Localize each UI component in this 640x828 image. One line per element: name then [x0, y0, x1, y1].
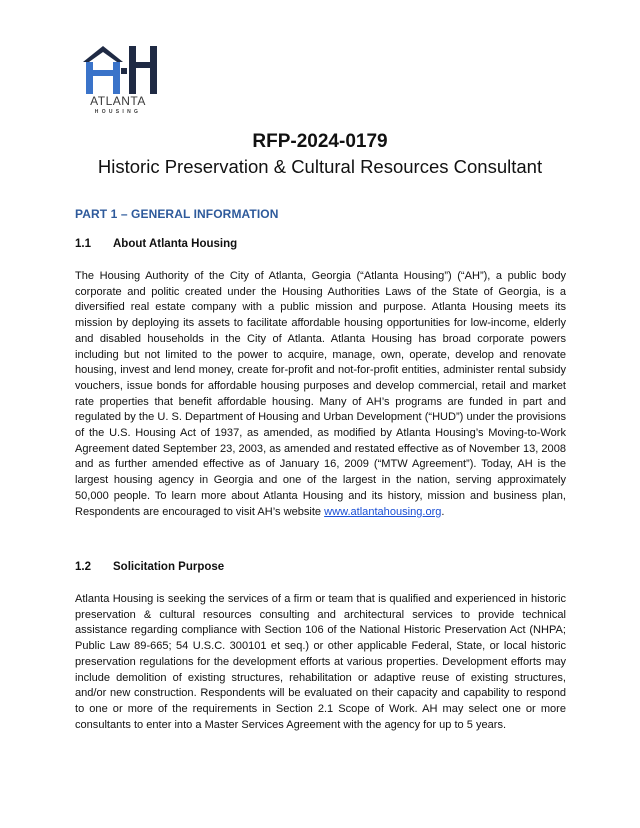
- section-title: Solicitation Purpose: [113, 561, 225, 573]
- atlanta-housing-logo-icon: [69, 40, 165, 96]
- section-body: [75, 592, 566, 733]
- website-link[interactable]: www.atlantahousing.org: [324, 505, 442, 518]
- rfp-title: Historic Preservation & Cultural Resources Consultant: [97, 156, 543, 177]
- rfp-number: RFP-2024-0179: [252, 131, 388, 152]
- part-heading: PART 1 – GENERAL INFORMATION: [75, 207, 279, 221]
- section-body-text: The Housing Authority of the City of Atlanta, Georgia (“Atlanta Housing”) (“AH”), a public body corporate and politic created under the Housing Authorities Laws of the State of Georgia, is a diversified real estate company with a public mission and purpose. Atlanta Housing meets its mission by deploying its assets to facilitate affordable housing opportunities for low-income, elderly and disabled households in the City of Atlanta. Atlanta Housing has broad corporate powers including but not limited to the power to acquire, manage, own, operate, develop and renovate housing, invest and lend money, create for-profit and not-for-profit entities, administer rental subsidy vouchers, issue bonds for affordable housing purposes and develop commercial, retail and market rate properties that benefit affordable housing. Many of AH’s programs are funded in part and regulated by the U. S. Department of Housing and Urban Development (“HUD”) under the provisions of the U.S. Housing Act of 1937, as amended, as modified by Atlanta Housing’s Moving-to-Work Agreement dated September 23, 2003, as amended and restated effective as of November 13, 2008 and as further amended effective as of January 16, 2009 (“MTW Agreement”). Today, AH is the largest housing agency in Georgia and one of the largest in the nation, serving approximately 50,000 people. To learn more about Atlanta Housing and its history, mission and business plan, Respondents are encouraged to visit AH’s website: [75, 270, 566, 518]
- link-suffix: .: [441, 505, 445, 518]
- section-body-text: Atlanta Housing is seeking the services of a firm or team that is qualified and experienced in historic preservation & cultural resources consulting and architectural services to provide technical assistance regarding compliance with Section 106 of the National Historic Preservation Act (NHPA; Public Law 89-665; 54 U.S.C. 300101 et seq.) or other applicable Federal, State, or local historic preservation regulations for the development efforts at various properties. Development efforts may include demolition of existing structures, rehabilitation or adaptive reuse of existing structures, and/or new construction. Respondents will be evaluated on their capacity and capability to respond to one or more of the requirements in Section 2.1 Scope of Work. AH may select one or more consultants to enter into a Master Services Agreement with the agency for up to 5 years.: [75, 593, 566, 731]
- section-heading: [75, 238, 237, 250]
- section-title: About Atlanta Housing: [113, 238, 238, 250]
- section-heading: [75, 561, 224, 573]
- section-number: 1.2: [75, 561, 91, 573]
- logo-subtitle: HOUSING: [94, 109, 142, 115]
- section-body: [75, 269, 566, 520]
- section-number: 1.1: [75, 238, 91, 250]
- logo-wordmark: ATLANTA: [90, 94, 146, 108]
